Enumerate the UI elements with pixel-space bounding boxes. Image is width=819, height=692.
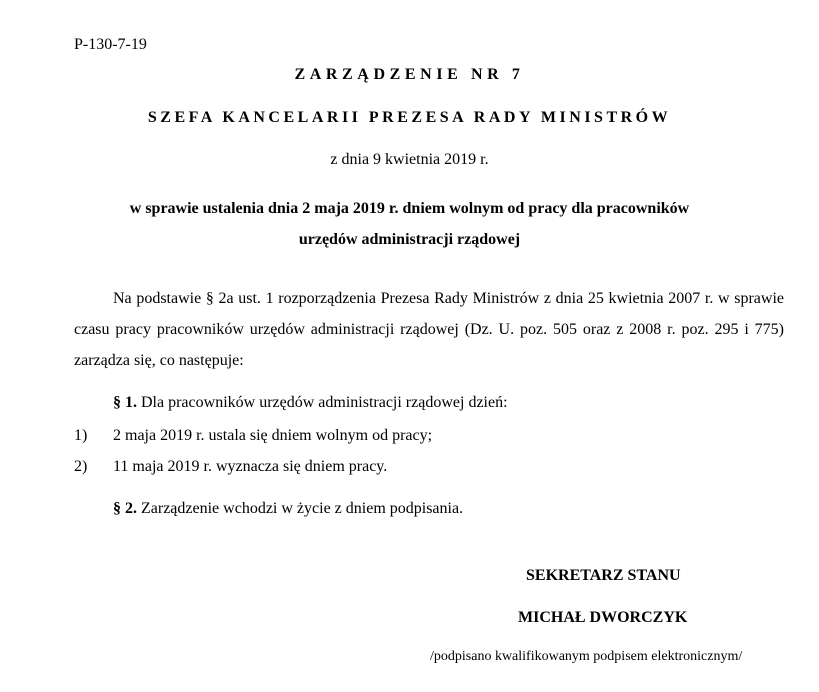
section-2-text: Zarządzenie wchodzi w życie z dniem podpisania. <box>137 500 464 517</box>
subject-line-1: w sprawie ustalenia dnia 2 maja 2019 r. dniem wolnym od pracy dla pracowników <box>129 200 690 217</box>
document-reference: P-130-7-19 <box>74 36 147 53</box>
preamble-paragraph: Na podstawie § 2a ust. 1 rozporządzenia Prezesa Rady Ministrów z dnia 25 kwietnia 2007 r. w sprawie czasu pracy pracowników urzędów administracji rządowej (Dz. U. poz. 505 oraz z 2008 r. poz. 295 i 775) zarządza się, co następuje: <box>74 290 784 369</box>
signature-note: /podpisano kwalifikowanym podpisem elektronicznym/ <box>430 649 743 664</box>
order-date: z dnia 9 kwietnia 2019 r. <box>330 151 489 168</box>
signature-role: SEKRETARZ STANU <box>526 567 681 584</box>
section-1-marker: § 1. <box>113 394 137 411</box>
signature-name: MICHAŁ DWORCZYK <box>518 609 688 626</box>
list-item-text: 2 maja 2019 r. ustala się dniem wolnym od pracy; <box>113 427 433 444</box>
issuer-title: SZEFA KANCELARII PREZESA RADY MINISTRÓW <box>147 109 672 126</box>
section-2-marker: § 2. <box>113 500 137 517</box>
section-1 <box>113 394 508 412</box>
section-1-text: Dla pracowników urzędów administracji rządowej dzień: <box>137 394 508 411</box>
order-subject <box>0 193 819 255</box>
order-title: ZARZĄDZENIE NR 7 <box>294 66 525 83</box>
subject-line-2: urzędów administracji rządowej <box>298 231 521 248</box>
list-item-number: 2) <box>74 458 88 475</box>
list-item-text: 11 maja 2019 r. wyznacza się dniem pracy. <box>113 458 388 475</box>
list-item-number: 1) <box>74 427 88 444</box>
section-2 <box>113 500 463 518</box>
